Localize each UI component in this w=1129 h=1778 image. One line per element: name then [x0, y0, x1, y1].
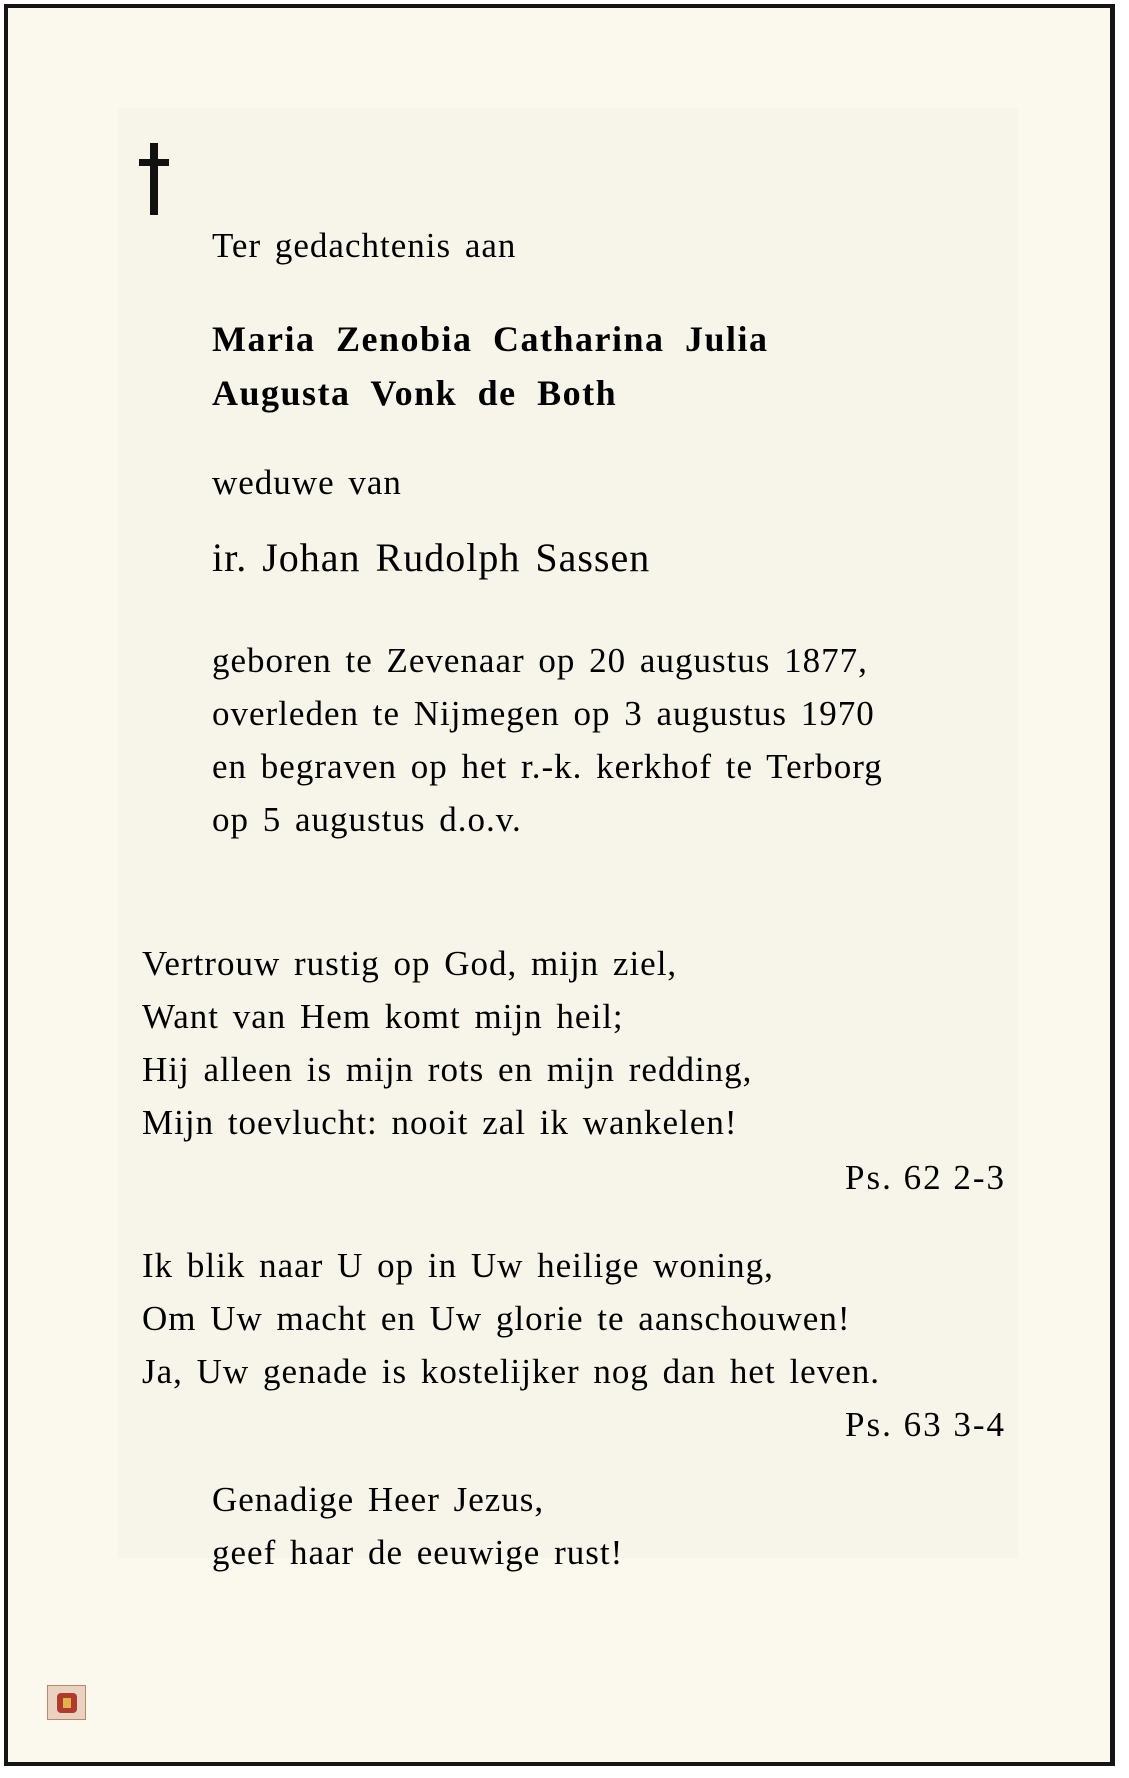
cross-icon	[139, 143, 169, 215]
psalm-1-line-3: Hij alleen is mijn rots en mijn redding,	[142, 1050, 753, 1089]
prayer-line-2: geef haar de eeuwige rust!	[212, 1533, 624, 1572]
coat-of-arms-icon	[47, 1685, 86, 1720]
psalm-2-line-2: Om Uw macht en Uw glorie te aanschouwen!	[142, 1299, 851, 1338]
deceased-name-line-1: Maria Zenobia Catharina Julia	[212, 319, 769, 359]
psalm-2-line-1: Ik blik naar U op in Uw heilige woning,	[142, 1246, 774, 1285]
husband-name: ir. Johan Rudolph Sassen	[212, 535, 651, 580]
prayer-line-1: Genadige Heer Jezus,	[212, 1480, 545, 1519]
psalm-1-line-1: Vertrouw rustig op God, mijn ziel,	[142, 944, 678, 983]
psalm-2-line-3: Ja, Uw genade is kostelijker nog dan het leven.	[142, 1352, 880, 1391]
life-line-3: en begraven op het r.-k. kerkhof te Terborg	[212, 747, 883, 786]
psalm-1-line-2: Want van Hem komt mijn heil;	[142, 997, 624, 1036]
psalm-1-line-4: Mijn toevlucht: nooit zal ik wankelen!	[142, 1103, 738, 1142]
memorial-card	[4, 4, 1115, 1766]
life-line-4: op 5 augustus d.o.v.	[212, 800, 522, 839]
widow-of-text: weduwe van	[212, 463, 402, 502]
life-line-1: geboren te Zevenaar op 20 augustus 1877,	[212, 641, 868, 680]
psalm-2-reference: Ps. 63 3-4	[845, 1405, 1006, 1444]
intro-text: Ter gedachtenis aan	[212, 226, 517, 265]
deceased-name-line-2: Augusta Vonk de Both	[212, 373, 618, 413]
psalm-1-reference: Ps. 62 2-3	[845, 1158, 1006, 1197]
life-line-2: overleden te Nijmegen op 3 augustus 1970	[212, 694, 875, 733]
